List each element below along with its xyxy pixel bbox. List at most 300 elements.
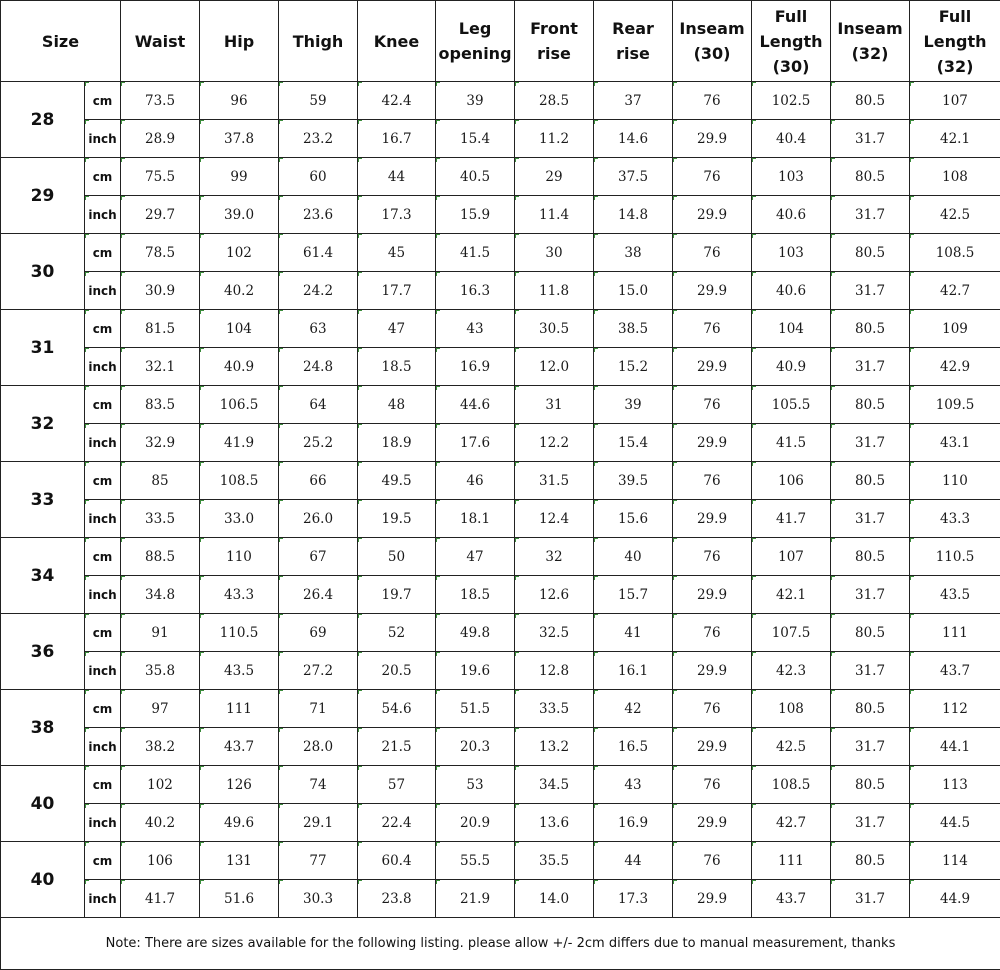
measurement-cell: 76 [673, 82, 752, 120]
unit-label: inch [85, 424, 121, 462]
measurement-cell: 131 [200, 842, 279, 880]
size-chart-body [1, 82, 1000, 918]
measurement-cell: 32.5 [515, 614, 594, 652]
measurement-cell: 53 [436, 766, 515, 804]
measurement-cell: 16.9 [594, 804, 673, 842]
measurement-cell: 29.1 [279, 804, 358, 842]
measurement-cell: 19.7 [358, 576, 436, 614]
unit-label: inch [85, 652, 121, 690]
unit-label: cm [85, 386, 121, 424]
measurement-cell: 77 [279, 842, 358, 880]
measurement-cell: 14.6 [594, 120, 673, 158]
table-row [1, 348, 1000, 386]
measurement-cell: 106 [752, 462, 831, 500]
table-row [1, 880, 1000, 918]
unit-label: inch [85, 728, 121, 766]
measurement-cell: 42.5 [752, 728, 831, 766]
measurement-cell: 29.9 [673, 804, 752, 842]
measurement-cell: 19.6 [436, 652, 515, 690]
measurement-cell: 96 [200, 82, 279, 120]
measurement-cell: 64 [279, 386, 358, 424]
measurement-cell: 113 [910, 766, 1000, 804]
measurement-cell: 38 [594, 234, 673, 272]
measurement-cell: 110.5 [910, 538, 1000, 576]
header-size: Size [1, 1, 121, 82]
header-row [1, 1, 1000, 82]
header-knee: Knee [358, 1, 436, 82]
measurement-cell: 43.7 [752, 880, 831, 918]
measurement-cell: 44 [594, 842, 673, 880]
measurement-cell: 80.5 [831, 234, 910, 272]
measurement-cell: 60 [279, 158, 358, 196]
size-label: 32 [1, 386, 85, 462]
header-waist: Waist [121, 1, 200, 82]
measurement-cell: 42.4 [358, 82, 436, 120]
measurement-cell: 76 [673, 234, 752, 272]
measurement-cell: 17.3 [358, 196, 436, 234]
measurement-cell: 110 [910, 462, 1000, 500]
unit-label: cm [85, 842, 121, 880]
measurement-cell: 16.5 [594, 728, 673, 766]
measurement-cell: 29.9 [673, 728, 752, 766]
unit-label: cm [85, 462, 121, 500]
measurement-cell: 33.0 [200, 500, 279, 538]
measurement-cell: 37.8 [200, 120, 279, 158]
measurement-cell: 76 [673, 766, 752, 804]
measurement-cell: 12.4 [515, 500, 594, 538]
measurement-cell: 76 [673, 386, 752, 424]
measurement-cell: 31.7 [831, 120, 910, 158]
measurement-cell: 42.7 [910, 272, 1000, 310]
measurement-cell: 15.0 [594, 272, 673, 310]
measurement-cell: 20.5 [358, 652, 436, 690]
measurement-cell: 34.8 [121, 576, 200, 614]
measurement-cell: 76 [673, 614, 752, 652]
measurement-cell: 31.7 [831, 348, 910, 386]
measurement-cell: 29.9 [673, 272, 752, 310]
table-row [1, 500, 1000, 538]
size-label: 38 [1, 690, 85, 766]
measurement-cell: 105.5 [752, 386, 831, 424]
measurement-cell: 41.7 [752, 500, 831, 538]
measurement-cell: 29.9 [673, 576, 752, 614]
measurement-cell: 38.2 [121, 728, 200, 766]
measurement-cell: 29.9 [673, 652, 752, 690]
measurement-cell: 108.5 [200, 462, 279, 500]
measurement-cell: 67 [279, 538, 358, 576]
measurement-cell: 17.6 [436, 424, 515, 462]
measurement-cell: 40.5 [436, 158, 515, 196]
header-full-length-32: Full Length (32) [910, 1, 1000, 82]
measurement-cell: 110 [200, 538, 279, 576]
measurement-cell: 11.2 [515, 120, 594, 158]
measurement-cell: 39.0 [200, 196, 279, 234]
measurement-cell: 28.0 [279, 728, 358, 766]
header-inseam-30: Inseam (30) [673, 1, 752, 82]
note-row [1, 918, 1000, 970]
measurement-cell: 30.5 [515, 310, 594, 348]
measurement-cell: 88.5 [121, 538, 200, 576]
measurement-cell: 28.5 [515, 82, 594, 120]
header-full-length-30: Full Length (30) [752, 1, 831, 82]
measurement-cell: 12.2 [515, 424, 594, 462]
measurement-cell: 31.7 [831, 196, 910, 234]
measurement-cell: 49.5 [358, 462, 436, 500]
measurement-cell: 29.9 [673, 348, 752, 386]
unit-label: cm [85, 82, 121, 120]
measurement-cell: 49.6 [200, 804, 279, 842]
measurement-cell: 91 [121, 614, 200, 652]
measurement-cell: 80.5 [831, 766, 910, 804]
measurement-cell: 111 [200, 690, 279, 728]
unit-label: cm [85, 310, 121, 348]
measurement-cell: 12.0 [515, 348, 594, 386]
measurement-cell: 41.5 [436, 234, 515, 272]
measurement-cell: 37.5 [594, 158, 673, 196]
measurement-cell: 76 [673, 842, 752, 880]
measurement-cell: 80.5 [831, 842, 910, 880]
measurement-cell: 49.8 [436, 614, 515, 652]
measurement-cell: 43.5 [910, 576, 1000, 614]
measurement-cell: 103 [752, 234, 831, 272]
measurement-cell: 29.9 [673, 880, 752, 918]
measurement-cell: 42.5 [910, 196, 1000, 234]
measurement-cell: 108 [752, 690, 831, 728]
unit-label: inch [85, 500, 121, 538]
measurement-cell: 30 [515, 234, 594, 272]
measurement-cell: 40.2 [200, 272, 279, 310]
measurement-cell: 102 [121, 766, 200, 804]
table-row [1, 196, 1000, 234]
measurement-cell: 55.5 [436, 842, 515, 880]
measurement-cell: 16.9 [436, 348, 515, 386]
measurement-cell: 76 [673, 538, 752, 576]
measurement-cell: 29.9 [673, 424, 752, 462]
measurement-cell: 43.3 [910, 500, 1000, 538]
measurement-cell: 80.5 [831, 614, 910, 652]
table-row [1, 652, 1000, 690]
measurement-cell: 28.9 [121, 120, 200, 158]
measurement-cell: 23.2 [279, 120, 358, 158]
measurement-cell: 80.5 [831, 538, 910, 576]
measurement-cell: 29 [515, 158, 594, 196]
measurement-cell: 31.7 [831, 880, 910, 918]
measurement-cell: 41.5 [752, 424, 831, 462]
measurement-cell: 103 [752, 158, 831, 196]
measurement-cell: 52 [358, 614, 436, 652]
unit-label: cm [85, 690, 121, 728]
measurement-cell: 47 [358, 310, 436, 348]
measurement-cell: 41.9 [200, 424, 279, 462]
unit-label: cm [85, 614, 121, 652]
measurement-note: Note: There are sizes available for the following listing. please allow +/- 2cm differs due to manual measurement, thanks [1, 918, 1000, 970]
measurement-cell: 39 [594, 386, 673, 424]
size-label: 28 [1, 82, 85, 158]
measurement-cell: 32.9 [121, 424, 200, 462]
measurement-cell: 32.1 [121, 348, 200, 386]
measurement-cell: 31.7 [831, 424, 910, 462]
measurement-cell: 112 [910, 690, 1000, 728]
measurement-cell: 76 [673, 158, 752, 196]
measurement-cell: 107 [752, 538, 831, 576]
measurement-cell: 43.3 [200, 576, 279, 614]
measurement-cell: 23.8 [358, 880, 436, 918]
measurement-cell: 73.5 [121, 82, 200, 120]
measurement-cell: 71 [279, 690, 358, 728]
measurement-cell: 40.6 [752, 196, 831, 234]
size-label: 36 [1, 614, 85, 690]
measurement-cell: 80.5 [831, 310, 910, 348]
measurement-cell: 15.6 [594, 500, 673, 538]
measurement-cell: 43 [436, 310, 515, 348]
measurement-cell: 29.9 [673, 196, 752, 234]
measurement-cell: 20.3 [436, 728, 515, 766]
measurement-cell: 17.7 [358, 272, 436, 310]
table-row [1, 82, 1000, 120]
measurement-cell: 40.9 [752, 348, 831, 386]
measurement-cell: 32 [515, 538, 594, 576]
measurement-cell: 22.4 [358, 804, 436, 842]
table-row [1, 310, 1000, 348]
measurement-cell: 42.3 [752, 652, 831, 690]
measurement-cell: 69 [279, 614, 358, 652]
measurement-cell: 35.5 [515, 842, 594, 880]
unit-label: inch [85, 880, 121, 918]
measurement-cell: 107.5 [752, 614, 831, 652]
unit-label: cm [85, 538, 121, 576]
table-row [1, 538, 1000, 576]
table-row [1, 424, 1000, 462]
measurement-cell: 25.2 [279, 424, 358, 462]
measurement-cell: 31 [515, 386, 594, 424]
table-row [1, 804, 1000, 842]
table-row [1, 386, 1000, 424]
size-label: 30 [1, 234, 85, 310]
measurement-cell: 13.6 [515, 804, 594, 842]
measurement-cell: 75.5 [121, 158, 200, 196]
measurement-cell: 126 [200, 766, 279, 804]
measurement-cell: 27.2 [279, 652, 358, 690]
measurement-cell: 18.5 [436, 576, 515, 614]
measurement-cell: 24.8 [279, 348, 358, 386]
measurement-cell: 109.5 [910, 386, 1000, 424]
measurement-cell: 43.1 [910, 424, 1000, 462]
size-label: 31 [1, 310, 85, 386]
measurement-cell: 40.6 [752, 272, 831, 310]
measurement-cell: 30.9 [121, 272, 200, 310]
table-row [1, 576, 1000, 614]
measurement-cell: 80.5 [831, 158, 910, 196]
measurement-cell: 80.5 [831, 690, 910, 728]
table-row [1, 462, 1000, 500]
measurement-cell: 44.1 [910, 728, 1000, 766]
measurement-cell: 12.6 [515, 576, 594, 614]
header-leg-opening: Leg opening [436, 1, 515, 82]
unit-label: inch [85, 804, 121, 842]
measurement-cell: 18.5 [358, 348, 436, 386]
measurement-cell: 44.6 [436, 386, 515, 424]
measurement-cell: 31.5 [515, 462, 594, 500]
measurement-cell: 42.7 [752, 804, 831, 842]
unit-label: inch [85, 576, 121, 614]
measurement-cell: 15.9 [436, 196, 515, 234]
measurement-cell: 59 [279, 82, 358, 120]
measurement-cell: 42 [594, 690, 673, 728]
measurement-cell: 40.2 [121, 804, 200, 842]
measurement-cell: 81.5 [121, 310, 200, 348]
measurement-cell: 33.5 [515, 690, 594, 728]
measurement-cell: 43 [594, 766, 673, 804]
header-rear-rise: Rear rise [594, 1, 673, 82]
measurement-cell: 17.3 [594, 880, 673, 918]
measurement-cell: 14.8 [594, 196, 673, 234]
table-row [1, 272, 1000, 310]
measurement-cell: 102.5 [752, 82, 831, 120]
measurement-cell: 99 [200, 158, 279, 196]
measurement-cell: 54.6 [358, 690, 436, 728]
table-row [1, 728, 1000, 766]
table-row [1, 120, 1000, 158]
measurement-cell: 21.5 [358, 728, 436, 766]
measurement-cell: 42.1 [752, 576, 831, 614]
table-row [1, 158, 1000, 196]
measurement-cell: 107 [910, 82, 1000, 120]
measurement-cell: 31.7 [831, 804, 910, 842]
measurement-cell: 18.1 [436, 500, 515, 538]
measurement-cell: 46 [436, 462, 515, 500]
measurement-cell: 31.7 [831, 728, 910, 766]
measurement-cell: 51.6 [200, 880, 279, 918]
measurement-cell: 42.1 [910, 120, 1000, 158]
measurement-cell: 13.2 [515, 728, 594, 766]
size-label: 29 [1, 158, 85, 234]
measurement-cell: 11.4 [515, 196, 594, 234]
measurement-cell: 14.0 [515, 880, 594, 918]
measurement-cell: 110.5 [200, 614, 279, 652]
measurement-cell: 30.3 [279, 880, 358, 918]
measurement-cell: 108 [910, 158, 1000, 196]
measurement-cell: 29.7 [121, 196, 200, 234]
measurement-cell: 35.8 [121, 652, 200, 690]
size-label: 34 [1, 538, 85, 614]
measurement-cell: 50 [358, 538, 436, 576]
measurement-cell: 108.5 [752, 766, 831, 804]
measurement-cell: 40 [594, 538, 673, 576]
measurement-cell: 80.5 [831, 82, 910, 120]
measurement-cell: 31.7 [831, 500, 910, 538]
measurement-cell: 111 [910, 614, 1000, 652]
measurement-cell: 109 [910, 310, 1000, 348]
measurement-cell: 40.9 [200, 348, 279, 386]
size-label: 40 [1, 842, 85, 918]
measurement-cell: 80.5 [831, 386, 910, 424]
measurement-cell: 12.8 [515, 652, 594, 690]
measurement-cell: 39 [436, 82, 515, 120]
measurement-cell: 48 [358, 386, 436, 424]
measurement-cell: 43.7 [200, 728, 279, 766]
measurement-cell: 26.0 [279, 500, 358, 538]
measurement-cell: 19.5 [358, 500, 436, 538]
measurement-cell: 97 [121, 690, 200, 728]
unit-label: cm [85, 234, 121, 272]
measurement-cell: 15.7 [594, 576, 673, 614]
measurement-cell: 29.9 [673, 120, 752, 158]
measurement-cell: 15.2 [594, 348, 673, 386]
measurement-cell: 63 [279, 310, 358, 348]
measurement-cell: 74 [279, 766, 358, 804]
table-row [1, 234, 1000, 272]
measurement-cell: 31.7 [831, 652, 910, 690]
measurement-cell: 34.5 [515, 766, 594, 804]
measurement-cell: 23.6 [279, 196, 358, 234]
measurement-cell: 20.9 [436, 804, 515, 842]
measurement-cell: 16.3 [436, 272, 515, 310]
measurement-cell: 44.5 [910, 804, 1000, 842]
measurement-cell: 21.9 [436, 880, 515, 918]
table-row [1, 842, 1000, 880]
size-label: 33 [1, 462, 85, 538]
measurement-cell: 29.9 [673, 500, 752, 538]
measurement-cell: 42.9 [910, 348, 1000, 386]
measurement-cell: 114 [910, 842, 1000, 880]
measurement-cell: 24.2 [279, 272, 358, 310]
measurement-cell: 104 [200, 310, 279, 348]
measurement-cell: 31.7 [831, 576, 910, 614]
measurement-cell: 111 [752, 842, 831, 880]
measurement-cell: 104 [752, 310, 831, 348]
measurement-cell: 66 [279, 462, 358, 500]
measurement-cell: 76 [673, 462, 752, 500]
measurement-cell: 76 [673, 690, 752, 728]
measurement-cell: 38.5 [594, 310, 673, 348]
measurement-cell: 43.5 [200, 652, 279, 690]
unit-label: cm [85, 766, 121, 804]
table-row [1, 766, 1000, 804]
measurement-cell: 78.5 [121, 234, 200, 272]
measurement-cell: 45 [358, 234, 436, 272]
measurement-cell: 80.5 [831, 462, 910, 500]
measurement-cell: 15.4 [594, 424, 673, 462]
measurement-cell: 41.7 [121, 880, 200, 918]
header-hip: Hip [200, 1, 279, 82]
table-row [1, 690, 1000, 728]
measurement-cell: 61.4 [279, 234, 358, 272]
measurement-cell: 33.5 [121, 500, 200, 538]
measurement-cell: 18.9 [358, 424, 436, 462]
measurement-cell: 60.4 [358, 842, 436, 880]
measurement-cell: 31.7 [831, 272, 910, 310]
measurement-cell: 47 [436, 538, 515, 576]
measurement-cell: 83.5 [121, 386, 200, 424]
measurement-cell: 11.8 [515, 272, 594, 310]
measurement-cell: 40.4 [752, 120, 831, 158]
unit-label: inch [85, 272, 121, 310]
measurement-cell: 26.4 [279, 576, 358, 614]
measurement-cell: 106 [121, 842, 200, 880]
measurement-cell: 85 [121, 462, 200, 500]
measurement-cell: 16.1 [594, 652, 673, 690]
header-thigh: Thigh [279, 1, 358, 82]
unit-label: cm [85, 158, 121, 196]
measurement-cell: 43.7 [910, 652, 1000, 690]
measurement-cell: 102 [200, 234, 279, 272]
measurement-cell: 39.5 [594, 462, 673, 500]
measurement-cell: 44 [358, 158, 436, 196]
unit-label: inch [85, 196, 121, 234]
measurement-cell: 51.5 [436, 690, 515, 728]
measurement-cell: 37 [594, 82, 673, 120]
measurement-cell: 76 [673, 310, 752, 348]
